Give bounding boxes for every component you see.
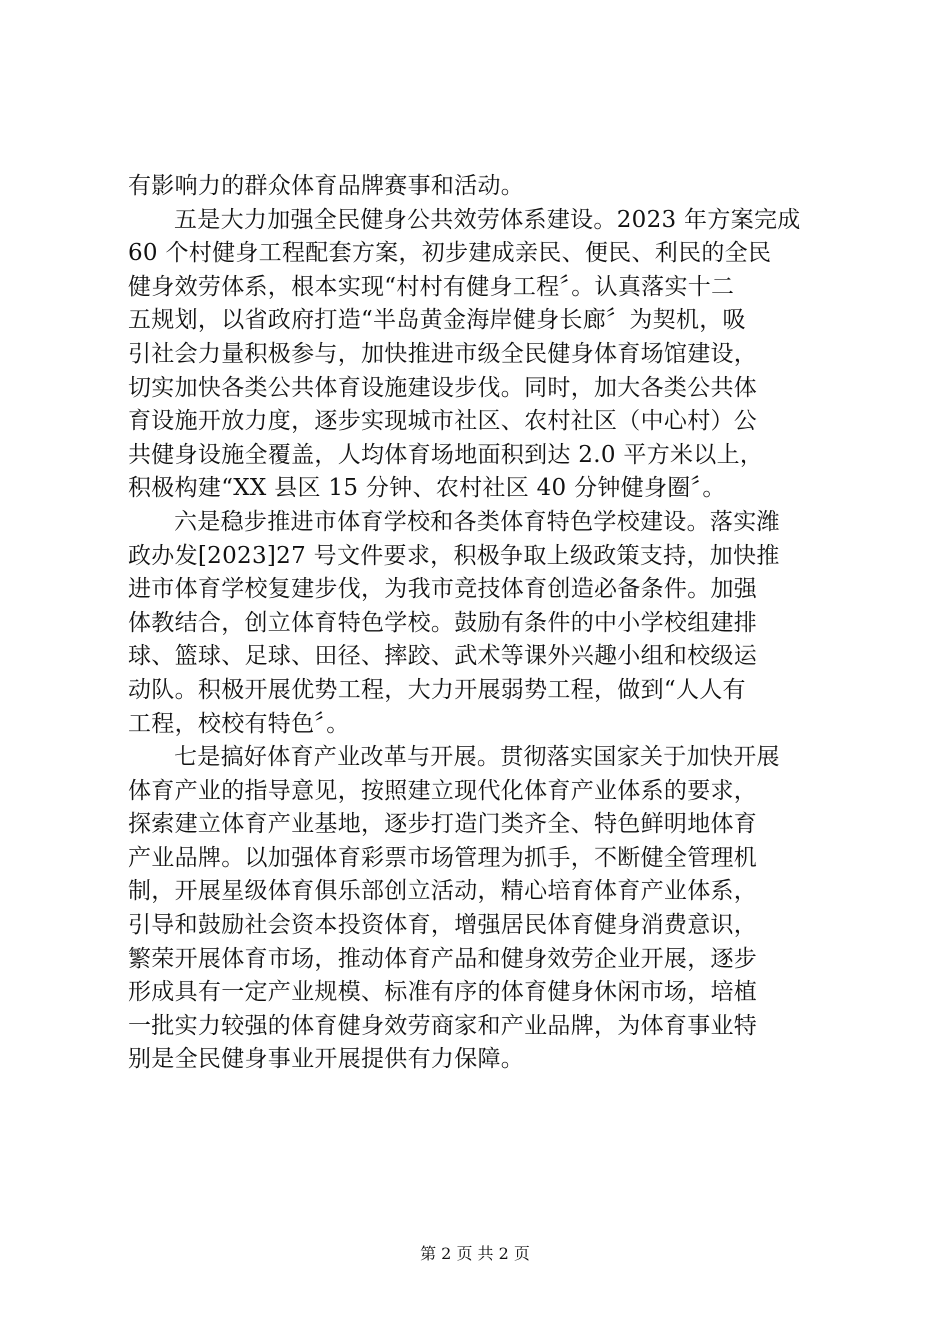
text-line: 繁荣开展体育市场，推动体育产品和健身效劳企业开展，逐步 [128,945,758,972]
text-line: 五规划，以省政府打造“半岛黄金海岸健身长廊〞为契机，吸 [128,307,746,334]
paragraph-6-start: 六是稳步推进市体育学校和各类体育特色学校建设。落实潍 [174,508,780,535]
document-body [128,170,830,1077]
text-line: 政办发[2023]27 号文件要求，积极争取上级政策支持，加快推 [128,542,780,569]
text-line: 健身效劳体系，根本实现“村村有健身工程〞。认真落实十二 [128,273,735,300]
text-line: 进市体育学校复建步伐，为我市竞技体育创造必备条件。加强 [128,576,758,603]
page-number: 第 2 页 共 2 页 [420,1244,530,1263]
text-line: 育设施开放力度，逐步实现城市社区、农村社区（中心村）公 [128,408,758,435]
text-line: 球、篮球、足球、田径、摔跤、武术等课外兴趣小组和校级运 [128,643,758,670]
text-line: 探索建立体育产业基地，逐步打造门类齐全、特色鲜明地体育 [128,811,758,838]
text-line: 动队。积极开展优势工程，大力开展弱势工程，做到“人人有 [128,676,746,703]
text-line: 工程，校校有特色〞。 [128,710,350,737]
paragraph-7-start: 七是搞好体育产业改革与开展。贯彻落实国家关于加快开展 [174,744,780,771]
text-line: 切实加快各类公共体育设施建设步伐。同时，加大各类公共体 [128,374,758,401]
text-line: 引导和鼓励社会资本投资体育，增强居民体育健身消费意识， [128,912,758,939]
text-line: 制，开展星级体育俱乐部创立活动，精心培育体育产业体系， [128,878,758,905]
text-line: 产业品牌。以加强体育彩票市场管理为抓手，不断健全管理机 [128,844,758,871]
text-line: 一批实力较强的体育健身效劳商家和产业品牌，为体育事业特 [128,1012,758,1039]
text-line: 体育产业的指导意见，按照建立现代化体育产业体系的要求， [128,777,758,804]
text-line: 60 个村健身工程配套方案，初步建成亲民、便民、利民的全民 [128,240,772,267]
text-line: 积极构建“XX 县区 15 分钟、农村社区 40 分钟健身圈〞。 [128,475,726,502]
text-line: 共健身设施全覆盖，人均体育场地面积到达 2.0 平方米以上， [128,441,764,468]
page-footer [0,1244,950,1264]
text-line: 别是全民健身事业开展提供有力保障。 [128,1046,525,1073]
text-line: 体教结合，创立体育特色学校。鼓励有条件的中小学校组建排 [128,609,758,636]
text-line: 引社会力量积极参与，加快推进市级全民健身体育场馆建设， [128,340,758,367]
text-line: 有影响力的群众体育品牌赛事和活动。 [128,173,525,199]
paragraph-5-start: 五是大力加强全民健身公共效劳体系建设。2023 年方案完成 [174,206,801,233]
text-line: 形成具有一定产业规模、标准有序的体育健身休闲市场，培植 [128,979,758,1006]
